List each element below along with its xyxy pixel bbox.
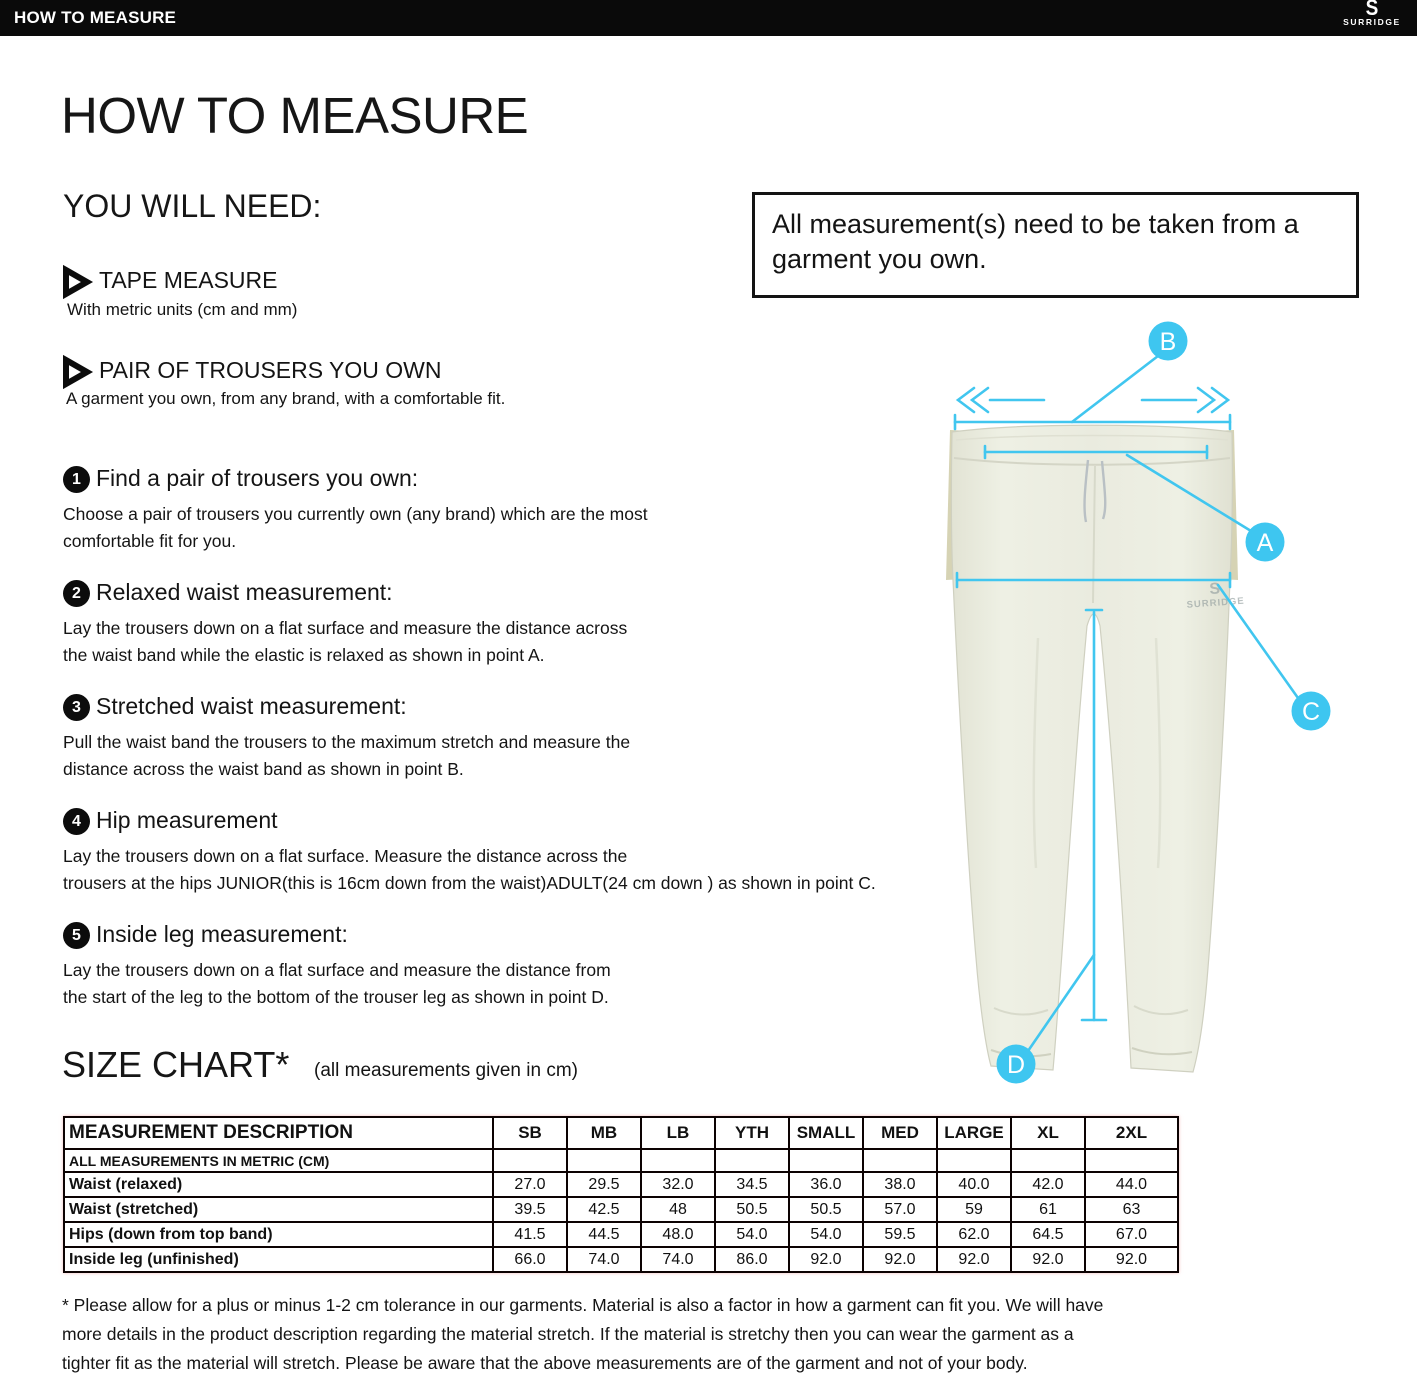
cell-value: 63 bbox=[1085, 1197, 1178, 1222]
step-title: Inside leg measurement: bbox=[96, 921, 348, 947]
cell-value: 66.0 bbox=[493, 1247, 567, 1272]
step-text-line: trousers at the hips JUNIOR(this is 16cm down from the waist)ADULT(24 cm down ) as shown in point C. bbox=[63, 873, 876, 893]
step-text-line: distance across the waist band as shown in point B. bbox=[63, 759, 464, 779]
top-bar bbox=[0, 0, 1417, 36]
cell-value: 59.5 bbox=[863, 1222, 937, 1247]
table-header-row bbox=[64, 1117, 1178, 1149]
svg-text:SURRIDGE: SURRIDGE bbox=[1186, 595, 1246, 611]
size-chart-table bbox=[63, 1116, 1179, 1273]
need-item-desc: With metric units (cm and mm) bbox=[67, 300, 298, 319]
cell-value: 67.0 bbox=[1085, 1222, 1178, 1247]
column-header: YTH bbox=[715, 1117, 789, 1149]
step-text-line: Pull the waist band the trousers to the maximum stretch and measure the bbox=[63, 732, 631, 752]
footnote-line: tighter fit as the material will stretch. Please be aware that the above measurements are of the garment and not of your body. bbox=[62, 1353, 1028, 1373]
cell-value: 34.5 bbox=[715, 1172, 789, 1197]
cell-value: 74.0 bbox=[641, 1247, 715, 1272]
step-text-line: Lay the trousers down on a flat surface. Measure the distance across the bbox=[63, 846, 628, 866]
need-item-desc: A garment you own, from any brand, with a comfortable fit. bbox=[66, 389, 506, 408]
cell-value: 61 bbox=[1011, 1197, 1085, 1222]
step-number-badge: 2 bbox=[63, 580, 90, 607]
size-chart-note: (all measurements given in cm) bbox=[314, 1060, 578, 1081]
step-text-line: the waist band while the elastic is relaxed as shown in point A. bbox=[63, 645, 545, 665]
cell-value: 92.0 bbox=[1011, 1247, 1085, 1272]
cell-value: 64.5 bbox=[1011, 1222, 1085, 1247]
cell-value: 54.0 bbox=[789, 1222, 863, 1247]
bullet-triangle-icon bbox=[62, 357, 92, 387]
cell-value: 74.0 bbox=[567, 1247, 641, 1272]
column-header: SMALL bbox=[789, 1117, 863, 1149]
table-row bbox=[64, 1197, 1178, 1222]
top-bar-title: HOW TO MEASURE bbox=[14, 8, 177, 27]
surridge-wordmark: SURRIDGE bbox=[1343, 17, 1401, 27]
callout-line: All measurement(s) need to be taken from a bbox=[772, 209, 1299, 239]
svg-text:D: D bbox=[1006, 1051, 1026, 1079]
step-text-line: Lay the trousers down on a flat surface and measure the distance from bbox=[63, 960, 611, 980]
cell-value: 48.0 bbox=[641, 1222, 715, 1247]
step-text-line: Lay the trousers down on a flat surface and measure the distance across bbox=[63, 618, 628, 638]
bullet-triangle-icon bbox=[62, 267, 92, 297]
cell-value: 39.5 bbox=[493, 1197, 567, 1222]
step-number-badge: 5 bbox=[63, 922, 90, 949]
trousers-measurement-diagram bbox=[920, 308, 1365, 1118]
cell-value: 44.0 bbox=[1085, 1172, 1178, 1197]
step-title: Stretched waist measurement: bbox=[96, 693, 407, 719]
surridge-logo bbox=[1333, 1, 1411, 27]
table-row bbox=[64, 1172, 1178, 1197]
cell-value: 32.0 bbox=[641, 1172, 715, 1197]
step-title: Relaxed waist measurement: bbox=[96, 579, 393, 605]
callout-box bbox=[752, 192, 1359, 298]
table-row bbox=[64, 1247, 1178, 1272]
svg-text:S: S bbox=[1208, 580, 1221, 599]
stretched-waist-annotation bbox=[955, 356, 1230, 429]
svg-text:A: A bbox=[1256, 529, 1274, 557]
step-text-line: comfortable fit for you. bbox=[63, 531, 237, 551]
svg-text:C: C bbox=[1301, 698, 1321, 726]
step-number-badge: 3 bbox=[63, 694, 90, 721]
size-chart-heading: SIZE CHART* bbox=[62, 1044, 290, 1085]
need-item-label: TAPE MEASURE bbox=[99, 267, 278, 293]
row-label: Hips (down from top band) bbox=[64, 1222, 493, 1247]
step-title: Find a pair of trousers you own: bbox=[96, 465, 419, 491]
callout-line: garment you own. bbox=[772, 244, 987, 274]
cell-value: 44.5 bbox=[567, 1222, 641, 1247]
column-header: LARGE bbox=[937, 1117, 1011, 1149]
cell-value: 38.0 bbox=[863, 1172, 937, 1197]
page-title: HOW TO MEASURE bbox=[61, 87, 529, 144]
step-number-badge: 4 bbox=[63, 808, 90, 835]
cell-value: 92.0 bbox=[863, 1247, 937, 1272]
cell-value: 92.0 bbox=[789, 1247, 863, 1272]
cell-value: 57.0 bbox=[863, 1197, 937, 1222]
step-text-line: Choose a pair of trousers you currently own (any brand) which are the most bbox=[63, 504, 648, 524]
cell-value: 92.0 bbox=[937, 1247, 1011, 1272]
row-label: Inside leg (unfinished) bbox=[64, 1247, 493, 1272]
cell-value: 50.5 bbox=[715, 1197, 789, 1222]
column-header: SB bbox=[493, 1117, 567, 1149]
step-number-badge: 1 bbox=[63, 466, 90, 493]
row-label: Waist (relaxed) bbox=[64, 1172, 493, 1197]
cell-value: 48 bbox=[641, 1197, 715, 1222]
cell-value: 42.0 bbox=[1011, 1172, 1085, 1197]
column-header: XL bbox=[1011, 1117, 1085, 1149]
cell-value: 36.0 bbox=[789, 1172, 863, 1197]
cell-value: 40.0 bbox=[937, 1172, 1011, 1197]
point-marker-a bbox=[1246, 523, 1285, 562]
tolerance-footnote bbox=[62, 1291, 1103, 1378]
step-text-line: the start of the leg to the bottom of the trouser leg as shown in point D. bbox=[63, 987, 609, 1007]
column-header: LB bbox=[641, 1117, 715, 1149]
svg-text:B: B bbox=[1159, 328, 1177, 356]
cell-value: 92.0 bbox=[1085, 1247, 1178, 1272]
column-header: MEASUREMENT DESCRIPTION bbox=[64, 1117, 493, 1149]
footnote-line: more details in the product description regarding the material stretch. If the material is stretchy then you can wear the garment as a bbox=[62, 1324, 1074, 1344]
point-marker-b bbox=[1149, 322, 1188, 361]
metric-note: ALL MEASUREMENTS IN METRIC (CM) bbox=[64, 1149, 493, 1172]
column-header: 2XL bbox=[1085, 1117, 1178, 1149]
row-label: Waist (stretched) bbox=[64, 1197, 493, 1222]
cell-value: 86.0 bbox=[715, 1247, 789, 1272]
point-marker-c bbox=[1292, 692, 1331, 731]
cell-value: 50.5 bbox=[789, 1197, 863, 1222]
column-header: MB bbox=[567, 1117, 641, 1149]
cell-value: 62.0 bbox=[937, 1222, 1011, 1247]
cell-value: 27.0 bbox=[493, 1172, 567, 1197]
metric-note-row bbox=[64, 1149, 1178, 1172]
table-row bbox=[64, 1222, 1178, 1247]
cell-value: 41.5 bbox=[493, 1222, 567, 1247]
cell-value: 29.5 bbox=[567, 1172, 641, 1197]
cell-value: 54.0 bbox=[715, 1222, 789, 1247]
cell-value: 59 bbox=[937, 1197, 1011, 1222]
you-will-need-heading: YOU WILL NEED: bbox=[63, 188, 322, 224]
footnote-line: * Please allow for a plus or minus 1-2 cm tolerance in our garments. Material is also a factor in how a garment can fit you. We will have bbox=[62, 1295, 1104, 1315]
surridge-s-icon: S bbox=[1365, 0, 1379, 21]
cell-value: 42.5 bbox=[567, 1197, 641, 1222]
trousers-body bbox=[951, 425, 1232, 1072]
step-title: Hip measurement bbox=[96, 807, 278, 833]
need-item-label: PAIR OF TROUSERS YOU OWN bbox=[99, 357, 442, 383]
point-marker-d bbox=[997, 1045, 1036, 1084]
column-header: MED bbox=[863, 1117, 937, 1149]
